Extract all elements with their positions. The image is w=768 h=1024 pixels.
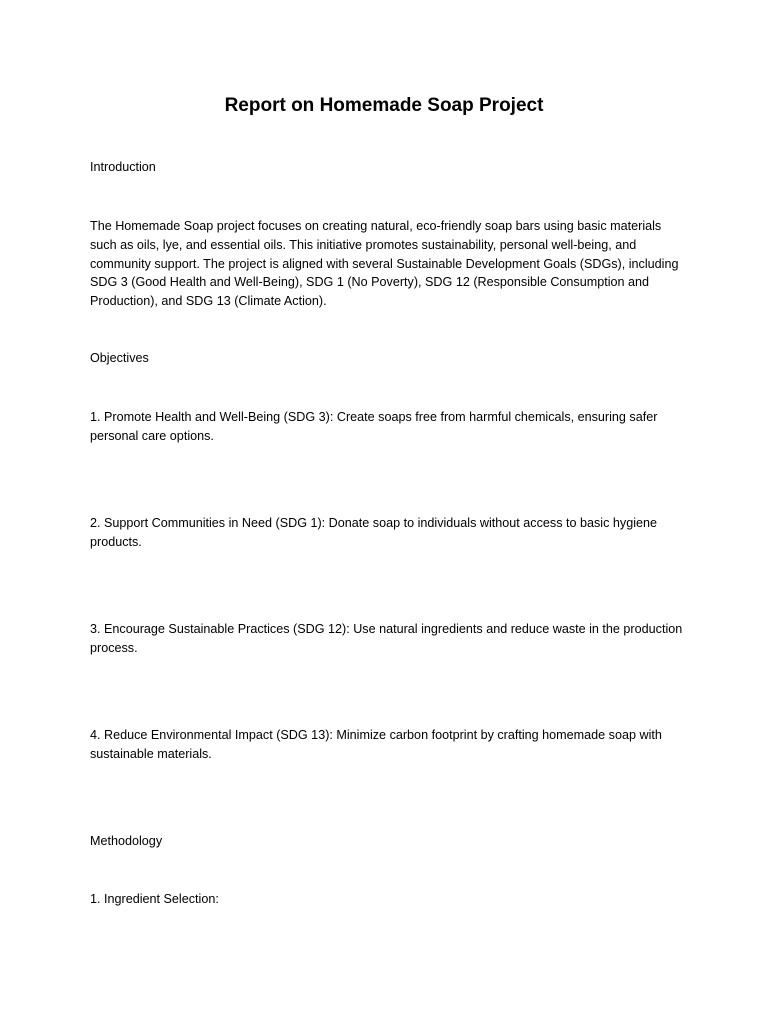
methodology-heading: Methodology xyxy=(90,834,163,848)
document-title: Report on Homemade Soap Project xyxy=(224,95,544,116)
methodology-step: 1. Ingredient Selection: xyxy=(90,892,219,906)
objective-item: 2. Support Communities in Need (SDG 1): Donate soap to individuals without access to basic hygiene products. xyxy=(90,516,658,549)
introduction-paragraph: The Homemade Soap project focuses on creating natural, eco-friendly soap bars using basic materials such as oils, lye, and essential oils. This initiative promotes sustainability, personal well-being, and community support. The project is aligned with several Sustainable Development Goals (SDGs), including SDG 3 (Good Health and Well-Being), SDG 1 (No Poverty), SDG 12 (Responsible Consumption and Production), and SDG 13 (Climate Action). xyxy=(90,219,679,309)
objective-item: 4. Reduce Environmental Impact (SDG 13): Minimize carbon footprint by crafting homemade soap with sustainable materials. xyxy=(90,728,662,761)
objectives-heading: Objectives xyxy=(90,351,149,365)
objective-item: 3. Encourage Sustainable Practices (SDG 12): Use natural ingredients and reduce waste in the production process. xyxy=(90,622,683,655)
introduction-heading: Introduction xyxy=(90,160,156,174)
objective-item: 1. Promote Health and Well-Being (SDG 3): Create soaps free from harmful chemicals, ensuring safer personal care options. xyxy=(90,410,658,443)
